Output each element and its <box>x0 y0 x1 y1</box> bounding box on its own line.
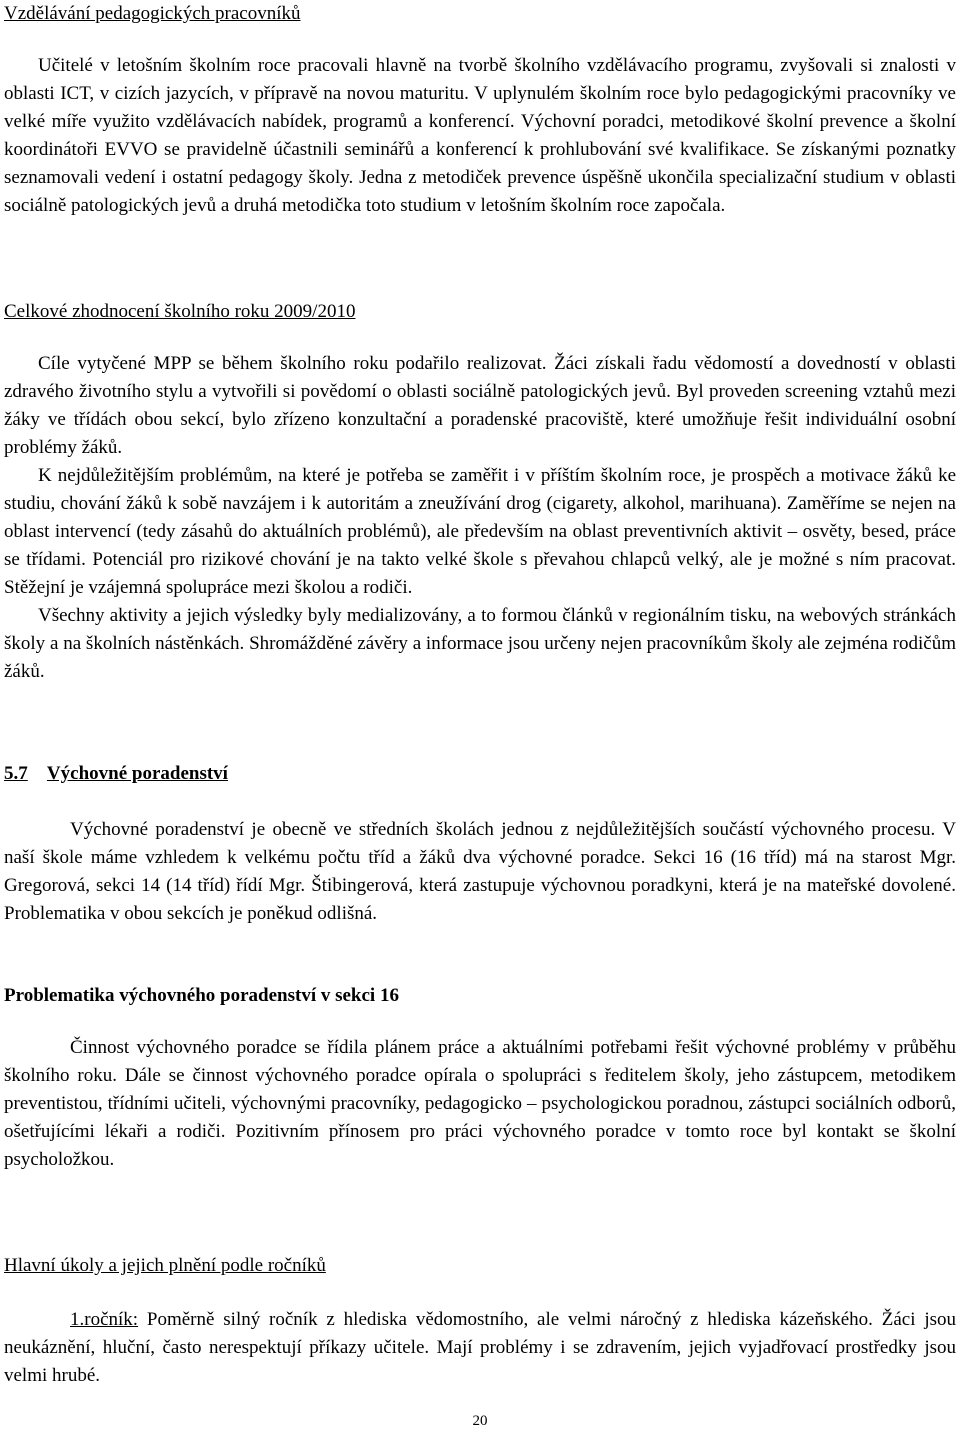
section-number: 5.7 <box>4 763 28 784</box>
section-heading-tasks: Hlavní úkoly a jejich plnění podle ročníků <box>4 1255 326 1276</box>
section-title: Výchovné poradenství <box>46 763 228 784</box>
education-paragraph <box>4 52 956 220</box>
evaluation-paragraph-3: Všechny aktivity a jejich výsledky byly medializovány, a to formou článků v regionálním tisku, na webových stránkách školy a na školních nástěnkách. Shromážděné závěry a informace jsou určeny nejen pracovníkům školy ale zejména rodičům žáků. <box>4 605 956 682</box>
education-text: Učitelé v letošním školním roce pracovali hlavně na tvorbě školního vzdělávacího programu, zvyšovali si znalosti v oblasti ICT, v cizích jazycích, v přípravě na novou maturitu. V uplynulém školním roce bylo pedagogickými pracovníky ve velké míře využito vzdělávacích nabídek, programů a konferencí. Výchovní poradci, metodikové školní prevence a školní koordinátoři EVVO se pravidelně účastnili seminářů a konferencí k prohlubování své kvalifikace. Se získanými poznatky seznamovali vedení i ostatní pedagogy školy. Jedna z metodiček prevence úspěšně ukončila specializační studium v oblasti sociálně patologických jevů a druhá metodička toto studium v letošním školním roce započala. <box>4 55 956 216</box>
grade-label: 1.ročník: <box>70 1309 139 1330</box>
section-heading-5-7 <box>4 760 228 788</box>
sekce-16-text: Činnost výchovného poradce se řídila plánem práce a aktuálními potřebami řešit výchovné problémy v průběhu školního roku. Dále se činnost výchovného poradce opírala o spolupráci s ředitelem školy, jeho zástupcem, metodikem preventistou, třídními učiteli, výchovnými pracovníky, pedagogicko – psychologickou poradnou, zástupci sociálních odborů, ošetřujícími lékaři a rodiči. Pozitivním přínosem pro práci výchovného poradce v tomto roce byl kontakt se školní psycholožkou. <box>4 1037 956 1170</box>
evaluation-paragraph-2: K nejdůležitějším problémům, na které je potřeba se zaměřit i v příštím školním roce, je prospěch a motivace žáků ke studiu, chování žáků k sobě navzájem i k autoritám a zneužívání drog (cigarety, alkohol, marihuana). Zaměříme se nejen na oblast intervencí (tedy zásahů do aktuálních problémů), ale především na oblast preventivních aktivit – osvěty, besed, práce se třídami. Potenciál pro rizikové chování je na takto velké škole s převahou chlapců velký, ale je možné s ním pracovat. Stěžejní je vzájemná spolupráce mezi školou a rodiči. <box>4 465 956 598</box>
guidance-text: Výchovné poradenství je obecně ve středních školách jednou z nejdůležitějších součástí výchovného procesu. V naší škole máme vzhledem k velkému počtu tříd a žáků dva výchovné poradce. Sekci 16 (16 tříd) má na starost Mgr. Gregorová, sekci 14 (14 tříd) řídí Mgr. Štibingerová, která zastupuje výchovnou poradkyni, která je na mateřské dovolené. Problematika v obou sekcích je poněkud odlišná. <box>4 819 956 924</box>
evaluation-body <box>4 350 956 686</box>
section-heading-education: Vzdělávání pedagogických pracovníků <box>4 3 301 24</box>
sekce-16-paragraph <box>4 1034 956 1174</box>
tasks-paragraph <box>4 1306 956 1390</box>
section-heading-sekce-16: Problematika výchovného poradenství v sekci 16 <box>4 985 399 1006</box>
guidance-paragraph <box>4 816 956 928</box>
section-heading-evaluation: Celkové zhodnocení školního roku 2009/2010 <box>4 301 356 322</box>
grade-text: Poměrně silný ročník z hlediska vědomostního, ale velmi náročný z hlediska kázeňského. Žáci jsou neukáznění, hluční, často nerespektují příkazy učitele. Mají problémy i se zdravením, jejich vyjadřovací prostředky jsou velmi hrubé. <box>4 1309 956 1386</box>
page-number: 20 <box>472 1413 488 1429</box>
tasks-item <box>4 1306 956 1390</box>
evaluation-paragraph-1: Cíle vytyčené MPP se během školního roku podařilo realizovat. Žáci získali řadu vědomostí a dovedností v oblasti zdravého životního stylu a vytvořili si povědomí o oblasti sociálně patologických jevů. Byl proveden screening vztahů mezi žáky ve třídách obou sekcí, bylo zřízeno konzultační a poradenské pracoviště, které umožňuje řešit individuální osobní problémy žáků. <box>4 353 956 458</box>
